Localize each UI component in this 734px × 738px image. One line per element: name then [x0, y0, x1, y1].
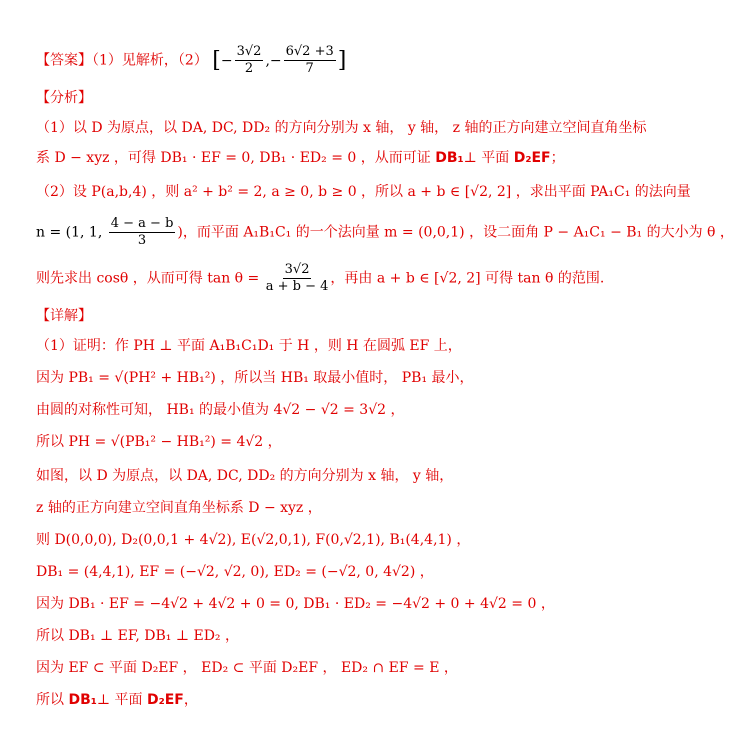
analysis-line-1b — [36, 148, 565, 168]
detail-12-bold2: D₂EF — [146, 692, 184, 708]
analysis-1b-bold2: D₂EF — [513, 150, 551, 166]
answer-line — [36, 44, 346, 77]
analysis-2b-fden: 3 — [137, 233, 147, 248]
detail-12-bold: DB₁ — [68, 692, 97, 708]
analysis-line-1a: （1）以 D 为原点，以 DA, DC, DD₂ 的方向分别为 x 轴， y 轴， z 轴的正方向建立空间直角坐标 — [36, 120, 647, 136]
analysis-2c-post: ，再由 a + b ∈ [√2, 2] 可得 tan θ 的范围. — [330, 270, 605, 287]
detail-line-5: 如图，以 D 为原点，以 DA, DC, DD₂ 的方向分别为 x 轴， y 轴， — [36, 468, 454, 484]
frac2-num: 6√2 +3 — [285, 44, 334, 59]
analysis-1b-pre: 系 D − xyz ，可得 DB₁ · EF = 0, DB₁ · ED₂ = 0 ，从而可证 — [36, 150, 436, 166]
detail-line-9: 因为 DB₁ · EF = −4√2 + 4√2 + 0 = 0, DB₁ · ED₂ = −4√2 + 0 + 4√2 = 0 ， — [36, 596, 555, 612]
analysis-label: 【分析】 — [36, 90, 92, 106]
detail-line-2: 因为 PB₁ = √(PH² + HB₁²) ，所以当 HB₁ 取最小值时， PB₁ 最小， — [36, 370, 474, 386]
answer-label: 【答案】 — [36, 52, 92, 69]
frac1-den: 2 — [244, 61, 254, 76]
frac1-num: 3√2 — [236, 44, 262, 59]
detail-line-1: （1）证明：作 PH ⊥ 平面 A₁B₁C₁D₁ 于 H ，则 H 在圆弧 EF 上， — [36, 338, 462, 354]
analysis-1b-bold: DB₁ — [435, 150, 464, 166]
detail-line-11: 因为 EF ⊂ 平面 D₂EF ， ED₂ ⊂ 平面 D₂EF ， ED₂ ∩ EF = E ， — [36, 660, 458, 676]
detail-line-3: 由圆的对称性可知， HB₁ 的最小值为 4√2 − √2 = 3√2 ， — [36, 402, 405, 418]
analysis-line-2c — [36, 262, 604, 295]
analysis-2c-fden: a + b − 4 — [265, 279, 329, 294]
frac2-den: 7 — [305, 61, 314, 76]
detail-line-12 — [36, 690, 198, 710]
analysis-line-2a: （2）设 P(a,b,4) ，则 a² + b² = 2, a ≥ 0, b ≥ 0 ，所以 a + b ∈ [√2, 2] ，求出平面 PA₁C₁ 的法向量 — [36, 184, 691, 200]
answer-interval: [− $\frac{3√2}{2}$ ,− $\frac{6√2 +3}{7}$ ] — [212, 44, 347, 76]
detail-line-4: 所以 PH = √(PB₁² − HB₁²) = 4√2 ， — [36, 434, 282, 450]
answer-text: （1）见解析，（2） — [92, 52, 208, 69]
analysis-2b-fnum: 4 − a − b — [110, 216, 174, 231]
analysis-1b-mid: ⊥ 平面 — [463, 150, 514, 166]
detail-12-end: ， — [183, 692, 198, 708]
analysis-2c-fnum: 3√2 — [284, 262, 310, 277]
analysis-2b-pre: n = (1, 1, — [36, 224, 107, 241]
analysis-line-2b — [36, 216, 734, 249]
detail-line-10: 所以 DB₁ ⊥ EF, DB₁ ⊥ ED₂ ， — [36, 628, 239, 644]
detail-line-7: 则 D(0,0,0), D₂(0,0,1 + 4√2), E(√2,0,1), F(0,√2,1), B₁(4,4,1) ， — [36, 532, 471, 548]
analysis-2b-post: )，而平面 A₁B₁C₁ 的一个法向量 m = (0,0,1) ，设二面角 P − A₁C₁ − B₁ 的大小为 θ ， — [177, 224, 734, 241]
analysis-1b-end: ； — [550, 150, 565, 166]
analysis-2c-pre: 则先求出 cosθ ，从而可得 tan θ = — [36, 270, 264, 287]
detail-12-mid: ⊥ 平面 — [96, 692, 147, 708]
detail-12-pre: 所以 — [36, 692, 69, 708]
detail-label: 【详解】 — [36, 308, 92, 324]
detail-line-6: z 轴的正方向建立空间直角坐标系 D − xyz ， — [36, 500, 322, 516]
detail-line-8: DB₁ = (4,4,1), EF = (−√2, √2, 0), ED₂ = (−√2, 0, 4√2) ， — [36, 564, 434, 580]
